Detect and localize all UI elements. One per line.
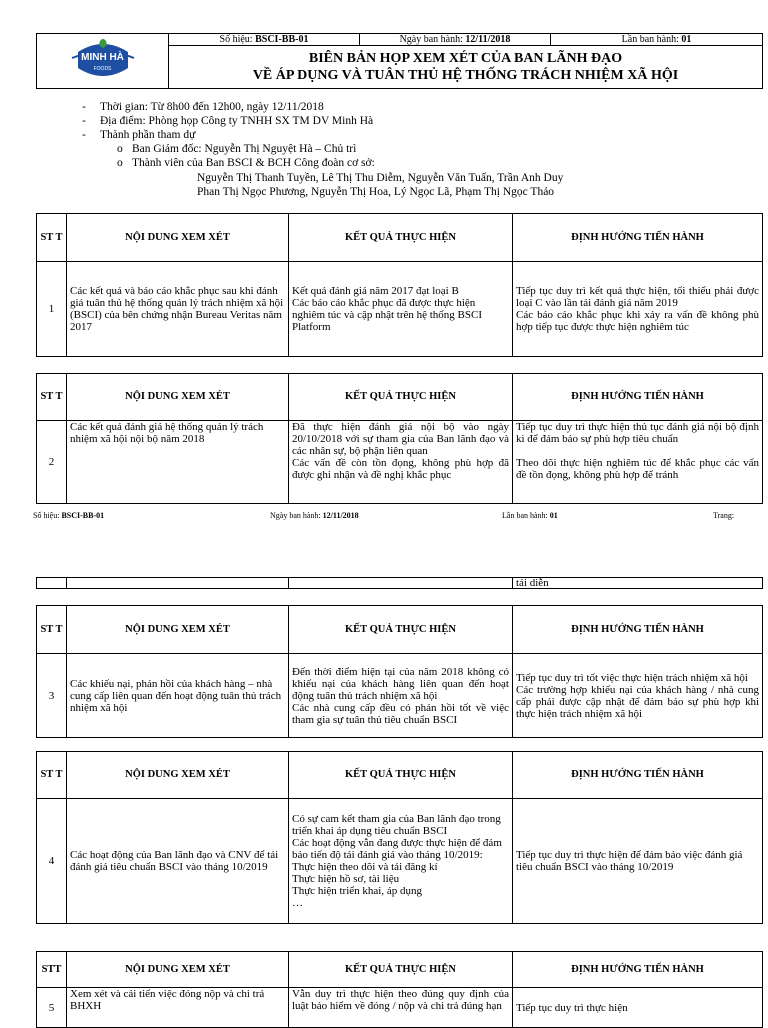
header-result: KẾT QUẢ THỰC HIỆN [289, 752, 513, 799]
result-line: Đến thời điểm hiện tại của năm 2018 không có khiếu nại của khách hàng liên quan đến hoạt động tuân thủ trách nhiệm xã hội [292, 665, 509, 702]
row-direction [513, 654, 763, 738]
document-header [36, 33, 763, 89]
table-header-row [37, 752, 763, 799]
row-number: 2 [37, 421, 67, 504]
empty-cell [289, 578, 513, 589]
table-row [37, 262, 763, 357]
direction-line: Tiếp tục duy trì kết quả thực hiện, tối thiểu phải được loại C vào lần tái đánh giá năm 2019 [516, 285, 759, 309]
direction-continuation: tái diễn [513, 578, 763, 589]
row-number: 3 [37, 654, 67, 738]
row-number: 4 [37, 799, 67, 924]
bullet-circle: o [117, 157, 123, 169]
header-content: NỘI DUNG XEM XÉT [67, 752, 289, 799]
row-content: Các hoạt động của Ban lãnh đạo và CNV để tái đánh giá tiêu chuẩn BSCI vào tháng 10/2019 [67, 799, 289, 924]
result-line: Thực hiện hồ sơ, tài liệu [292, 873, 400, 885]
table-row [37, 421, 763, 504]
footer-edition-value: 01 [549, 511, 558, 520]
header-direction: ĐỊNH HƯỚNG TIẾN HÀNH [513, 752, 763, 799]
footer-page-label: Trang: [713, 511, 735, 520]
result-line: Các báo cáo khắc phục đã được thực hiện nghiêm túc và cập nhật trên hệ thống BSCI Platform [292, 297, 483, 333]
issue-date-label: Ngày ban hành: [399, 34, 463, 45]
header-result: KẾT QUẢ THỰC HIỆN [289, 374, 513, 421]
header-content: NỘI DUNG XEM XÉT [67, 214, 289, 262]
table-header-row [37, 374, 763, 421]
result-line: Vẫn duy trì thực hiện theo đúng quy định của luật bảo hiểm về đóng / nộp và chi trả đúng hạn [292, 988, 509, 1012]
logo-cell [37, 34, 169, 89]
header-stt: ST T [37, 752, 67, 799]
attendee-names-1: Nguyễn Thị Thanh Tuyền, Lê Thị Thu Diễm, Nguyễn Văn Tuấn, Trần Anh Duy [197, 172, 564, 184]
result-line: Có sự cam kết tham gia của Ban lãnh đạo trong triển khai áp dụng tiêu chuẩn BSCI [292, 813, 501, 837]
title-line-2: VỀ ÁP DỤNG VÀ TUÂN THỦ HỆ THỐNG TRÁCH NHIỆM XÃ HỘI [252, 68, 679, 83]
bullet-dash: - [82, 101, 86, 113]
attendee-director: Ban Giám đốc: Nguyễn Thị Nguyệt Hà – Chủ trì [132, 143, 357, 155]
bullet-dash: - [82, 115, 86, 127]
review-table-3 [36, 605, 763, 738]
row-result [289, 799, 513, 924]
row-content: Các kết quả và báo cáo khắc phục sau khi đánh giá tuân thủ hệ thống quản lý trách nhiệm xã hội (BSCI) của bên chứng nhận Bureau Veritas năm 2017 [67, 262, 289, 357]
edition-label: Lần ban hành: [621, 34, 679, 45]
direction-line: Các trường hợp khiếu nại của khách hàng / nhà cung cấp phải được cập nhật để đảm bảo sự phù hợp khi thực hiện trách nhiệm xã hội [516, 683, 759, 720]
direction-line: Tiếp tục duy trì thực hiện thủ tục đánh giá nội bộ định kì để đảm bảo sự phù hợp tiêu chuẩn [516, 421, 759, 445]
result-line: Kết quả đánh giá năm 2017 đạt loại B [292, 285, 459, 297]
direction-line: Tiếp tục duy trì thực hiện để đảm bảo việc đánh giá tiêu chuẩn BSCI vào tháng 10/2019 [516, 849, 743, 873]
attendee-members-heading: Thành viên của Ban BSCI & BCH Công đoàn cơ sở: [132, 157, 375, 169]
header-direction: ĐỊNH HƯỚNG TIẾN HÀNH [513, 374, 763, 421]
logo-text: MINH HÀ [81, 51, 124, 63]
footer-edition [502, 511, 558, 520]
header-direction: ĐỊNH HƯỚNG TIẾN HÀNH [513, 952, 763, 988]
table-header-row [37, 606, 763, 654]
header-stt: ST T [37, 214, 67, 262]
meeting-place: Địa điểm: Phòng họp Công ty TNHH SX TM DV Minh Hà [100, 115, 374, 127]
row-direction [513, 988, 763, 1028]
bullet-dash: - [82, 129, 86, 141]
empty-cell [67, 578, 289, 589]
review-table-5 [36, 951, 763, 1028]
row-result [289, 421, 513, 504]
row-result [289, 262, 513, 357]
row-result [289, 988, 513, 1028]
review-table-2 [36, 373, 763, 504]
header-stt: ST T [37, 374, 67, 421]
review-table-1 [36, 213, 763, 357]
header-result: KẾT QUẢ THỰC HIỆN [289, 214, 513, 262]
row-direction [513, 262, 763, 357]
row-direction [513, 421, 763, 504]
row-number: 5 [37, 988, 67, 1028]
result-line: … [292, 897, 303, 909]
minh-ha-logo [70, 38, 136, 82]
table-row [37, 799, 763, 924]
footer-doc-number-value: BSCI-BB-01 [61, 511, 105, 520]
footer-issue-date [270, 511, 359, 520]
row-content: Các khiếu nại, phản hồi của khách hàng – nhà cung cấp liên quan đến hoạt động tuân thủ trách nhiệm xã hội [67, 654, 289, 738]
header-result: KẾT QUẢ THỰC HIỆN [289, 606, 513, 654]
row-content: Các kết quả đánh giá hệ thống quản lý trách nhiệm xã hội nội bộ năm 2018 [67, 421, 289, 504]
footer-issue-date-value: 12/11/2018 [322, 511, 359, 520]
doc-number-cell [169, 34, 360, 46]
header-result: KẾT QUẢ THỰC HIỆN [289, 952, 513, 988]
direction-line: Tiếp tục duy trì tốt việc thực hiện trách nhiệm xã hội [516, 671, 748, 684]
review-table-4 [36, 751, 763, 924]
header-content: NỘI DUNG XEM XÉT [67, 952, 289, 988]
result-line: Thực hiện theo dõi và tái đăng kí [292, 861, 438, 873]
doc-number: BSCI-BB-01 [255, 34, 309, 45]
result-line: Các hoạt động vẫn đang được thực hiện để đảm bảo tiến độ tái đánh giá vào tháng 10/2019: [292, 837, 502, 861]
attendee-names-2: Phan Thị Ngọc Phương, Nguyễn Thị Hoa, Lý Ngọc Lã, Phạm Thị Ngọc Thảo [197, 186, 555, 198]
result-line: Thực hiện triển khai, áp dụng [292, 885, 422, 897]
result-line: Đã thực hiện đánh giá nội bộ vào ngày 20/10/2018 với sự tham gia của Ban lãnh đạo và các nhân sự, bộ phận liên quan [292, 421, 509, 457]
logo-subtext: FOODS [93, 65, 112, 72]
bullet-circle: o [117, 143, 123, 155]
table-header-row [37, 952, 763, 988]
row-number: 1 [37, 262, 67, 357]
row-result [289, 654, 513, 738]
header-stt: STT [37, 952, 67, 988]
issue-date-cell [360, 34, 551, 46]
direction-spacer [516, 445, 759, 457]
table-row [37, 654, 763, 738]
direction-line: Các báo cáo khắc phục khi xảy ra vấn đề không phù hợp tiếp tục được thực hiện nghiêm túc [516, 309, 759, 333]
edition: 01 [681, 34, 692, 45]
continuation-row [36, 577, 763, 589]
table-row [37, 988, 763, 1028]
header-stt: ST T [37, 606, 67, 654]
direction-line: Theo dõi thực hiện nghiêm túc để khắc phục các vấn đề tồn đọng, không phù hợp để tránh [516, 457, 759, 481]
document-title [169, 46, 763, 89]
attendees-heading: Thành phần tham dự [100, 129, 196, 141]
header-direction: ĐỊNH HƯỚNG TIẾN HÀNH [513, 214, 763, 262]
empty-cell [37, 578, 67, 589]
footer-doc-number [33, 511, 104, 520]
row-direction [513, 799, 763, 924]
footer-doc-number-label: Số hiệu: [33, 511, 60, 520]
header-content: NỘI DUNG XEM XÉT [67, 606, 289, 654]
direction-line: Tiếp tục duy trì thực hiện [516, 1001, 628, 1014]
table-row [37, 578, 763, 589]
doc-number-label: Số hiệu: [219, 34, 253, 45]
edition-cell [551, 34, 763, 46]
footer-edition-label: Lần ban hành: [502, 511, 548, 520]
meeting-time: Thời gian: Từ 8h00 đến 12h00, ngày 12/11/2018 [100, 101, 324, 113]
result-line: Các nhà cung cấp đều có phản hồi tốt về việc tham gia sự tuân thủ tiêu chuẩn BSCI [292, 701, 509, 726]
table-header-row [37, 214, 763, 262]
result-line: Các vấn đề còn tồn đọng, không phù hợp đã được ghi nhận và đề nghị khắc phục [292, 457, 509, 481]
header-content: NỘI DUNG XEM XÉT [67, 374, 289, 421]
title-line-1: BIÊN BẢN HỌP XEM XÉT CỦA BAN LÃNH ĐẠO [308, 51, 623, 66]
issue-date: 12/11/2018 [465, 34, 511, 45]
header-direction: ĐỊNH HƯỚNG TIẾN HÀNH [513, 606, 763, 654]
row-content: Xem xét và cải tiến việc đóng nộp và chi trả BHXH [67, 988, 289, 1028]
footer-issue-date-label: Ngày ban hành: [270, 511, 321, 520]
